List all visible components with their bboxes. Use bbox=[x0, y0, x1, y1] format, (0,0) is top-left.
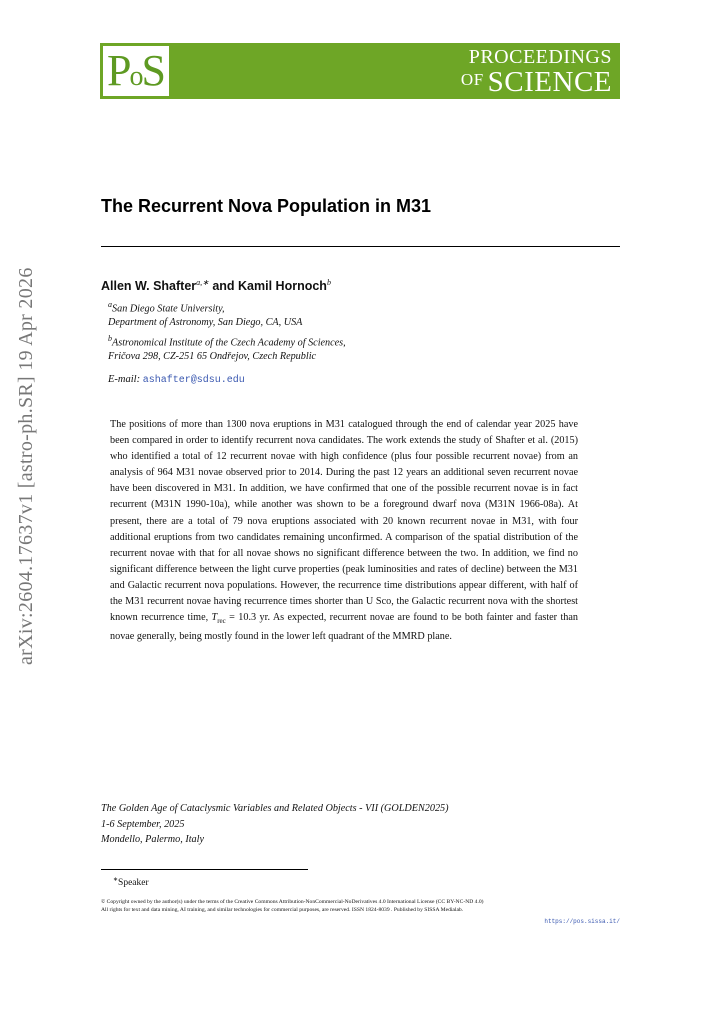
paper-title: The Recurrent Nova Population in M31 bbox=[101, 196, 432, 216]
email-link[interactable]: ashafter@sdsu.edu bbox=[142, 375, 245, 386]
author-affil-mark: a,∗ bbox=[196, 278, 209, 287]
affiliation-a: $^a$San Diego State University, Department of Astronomy, San Diego, CA, USA bbox=[108, 300, 303, 329]
journal-name-science: SCIENCE bbox=[487, 66, 612, 98]
abstract: The positions of more than 1300 nova eruptions in M31 catalogued through the end of calendar year 2025 have been compared in order to identify recurrent nova candidates. The work extends the study of Shafter et al. (2015) who identified a total of 12 recurrent novae with high confidence (plus four possible recurrent novae) from an analysis of 964 M31 novae observed prior to 2014. During the past 12 years an additional seven recurrent novae have been discovered in M31. In addition, we have confirmed that one of the possible recurrent novae is in fact recurrent (M31N 1990-10a), while another was shown to be a foreground dwarf nova (M31N 1966-08a). At present, there are a total of 79 nova eruptions associated with 20 known recurrent novae in M31, with four additional eruptions from two candidates remaining unconfirmed. A comparison of the spatial distribution of the recurrent novae with that for all novae shows no significant difference between the two. In addition, we find no significant difference between the light curve properties (peak luminosities and rates of decline) between the M31 and Galactic recurrent nova populations. However, the recurrence time distributions appear different, with half of the M31 recurrent novae having recurrence times shorter than U Sco, the Galactic recurrent nova with the shortest known recurrence time, $T_{rec} = 10.3$ yr. As expected, recurrent novae are found to be both fainter and faster than novae generally, being mostly found in the lower left quadrant of the MMRD plane. bbox=[110, 419, 578, 643]
author-list bbox=[101, 278, 331, 293]
journal-name-line2 bbox=[461, 66, 612, 99]
journal-name-of: OF bbox=[460, 70, 484, 89]
title-rule bbox=[101, 246, 620, 247]
author-name: and Kamil Hornoch bbox=[208, 279, 327, 294]
author-name: Allen W. Shafter bbox=[101, 279, 197, 294]
copyright-notice: © Copyright owned by the author(s) under the terms of the Creative Commons Attribution-NonCommercial-NoDerivatives 4.0 International License (CC BY-NC-ND 4.0) All rights for text and data mining, AI training, and similar technologies for commercial purposes, are reserved. ISSN 1824-8039 . Published by SISSA Medialab. bbox=[101, 899, 484, 913]
arxiv-stamp: arXiv:2604.17637v1 [astro-ph.SR] 19 Apr 2026 bbox=[15, 267, 37, 665]
contact-email: E-mail: ashafter@sdsu.edu bbox=[108, 374, 245, 386]
journal-name-line1: PROCEEDINGS bbox=[468, 46, 612, 68]
logo-letter-o: o bbox=[129, 61, 142, 92]
pos-header-banner bbox=[100, 43, 620, 99]
logo-letter-s: S bbox=[141, 46, 164, 95]
author-affil-mark: b bbox=[326, 278, 331, 287]
conference-info: The Golden Age of Cataclysmic Variables and Related Objects - VII (GOLDEN2025) 1-6 September, 2025 Mondello, Palermo, Italy bbox=[101, 803, 449, 845]
pos-url-link[interactable]: https://pos.sissa.it/ bbox=[544, 918, 620, 925]
pos-logo bbox=[103, 46, 169, 96]
affiliation-b: $^b$Astronomical Institute of the Czech Academy of Sciences, Fričova 298, CZ-251 65 Ondřejov, Czech Republic bbox=[108, 334, 346, 363]
footnote: ∗Speaker bbox=[113, 877, 149, 889]
logo-letter-p: P bbox=[107, 46, 130, 95]
footnote-rule bbox=[101, 869, 308, 870]
